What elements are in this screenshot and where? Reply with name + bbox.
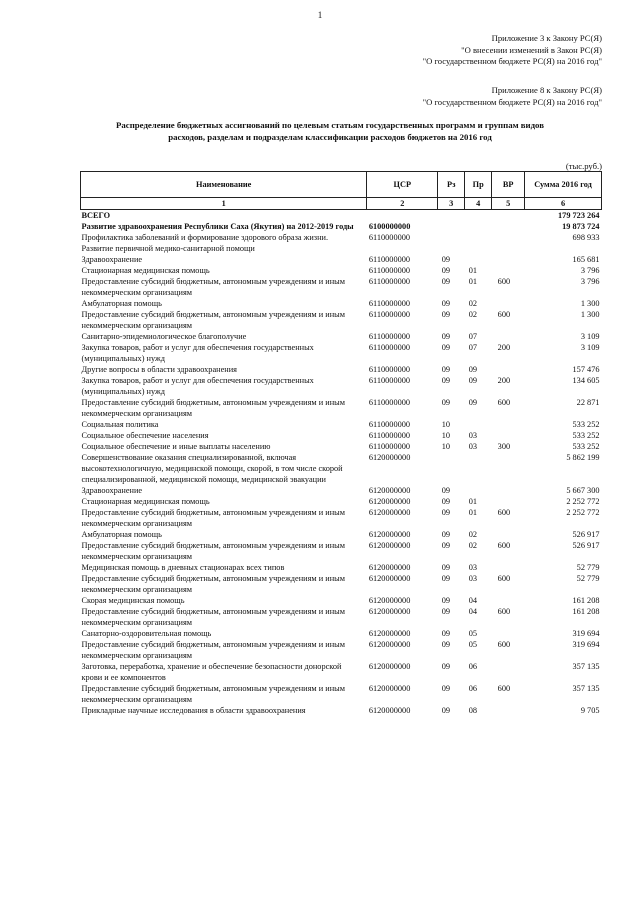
row-rz: [438, 452, 465, 485]
row-csr: 6110000000: [368, 431, 411, 440]
row-csr: 6110000000: [368, 277, 411, 286]
row-pr: 01: [468, 497, 478, 506]
row-name: ВСЕГО: [81, 211, 111, 220]
row-pr: 06: [468, 684, 478, 693]
row-pr: 09: [468, 398, 478, 407]
row-rz: 09: [441, 629, 451, 638]
appendix-line: "О государственном бюджете РС(Я) на 2016 год": [422, 56, 602, 66]
row-rz: 09: [441, 662, 451, 671]
appendix-note-2: [423, 85, 602, 108]
row-sum: 52 779: [576, 574, 600, 583]
row-sum: 2 252 772: [566, 497, 600, 506]
row-name: Амбулаторная помощь: [81, 530, 162, 539]
row-rz: [438, 221, 465, 232]
row-name: Развитие здравоохранения Республики Саха (Якутия) на 2012-2019 годы: [81, 222, 354, 231]
row-rz: 09: [441, 530, 451, 539]
row-csr: 6120000000: [368, 574, 411, 583]
row-pr: 06: [468, 662, 478, 671]
row-sum: 533 252: [572, 420, 600, 429]
table-row: [81, 276, 602, 298]
row-vr: [492, 496, 525, 507]
row-pr: 01: [468, 266, 478, 275]
row-sum: 3 109: [580, 343, 600, 352]
header-csr: ЦСР: [367, 172, 438, 198]
row-name: Предоставление субсидий бюджетным, автономным учреждениям и иным некоммерческим организациям: [81, 398, 345, 418]
column-number: 3: [438, 198, 465, 210]
row-name: Медицинская помощь в дневных стационарах всех типов: [81, 563, 285, 572]
row-vr: 600: [497, 640, 511, 649]
header-vr: ВР: [492, 172, 525, 198]
row-rz: 09: [441, 266, 451, 275]
row-rz: 09: [441, 640, 451, 649]
row-name: Скорая медицинская помощь: [81, 596, 185, 605]
row-vr: 300: [497, 442, 511, 451]
row-csr: 6120000000: [368, 453, 411, 462]
row-pr: 07: [468, 343, 478, 352]
row-vr: [492, 562, 525, 573]
row-csr: 6120000000: [368, 497, 411, 506]
units-label: (тыс.руб.): [565, 161, 602, 171]
row-pr: 02: [468, 541, 478, 550]
row-sum: 526 917: [572, 530, 600, 539]
row-rz: 10: [441, 431, 451, 440]
row-sum: 698 933: [572, 233, 600, 242]
row-vr: [492, 430, 525, 441]
row-vr: 600: [497, 508, 511, 517]
row-sum: 161 208: [572, 607, 600, 616]
row-vr: 600: [497, 607, 511, 616]
row-pr: [465, 232, 492, 254]
row-rz: 09: [441, 277, 451, 286]
row-name: Предоставление субсидий бюджетным, автономным учреждениям и иным некоммерческим организациям: [81, 541, 345, 561]
row-rz: 09: [441, 706, 451, 715]
row-vr: [492, 595, 525, 606]
table-row: [81, 375, 602, 397]
column-number: 2: [367, 198, 438, 210]
table-row: [81, 683, 602, 705]
column-number: 4: [465, 198, 492, 210]
row-vr: [492, 419, 525, 430]
row-sum: 1 300: [580, 299, 600, 308]
row-csr: 6120000000: [368, 563, 411, 572]
table-row: [81, 529, 602, 540]
row-sum: 3 796: [580, 277, 600, 286]
table-row: [81, 606, 602, 628]
row-name: Предоставление субсидий бюджетным, автономным учреждениям и иным некоммерческим организациям: [81, 277, 345, 297]
header-row: [81, 172, 602, 198]
budget-table: [80, 171, 602, 716]
row-csr: 6120000000: [368, 706, 411, 715]
row-rz: 09: [441, 541, 451, 550]
row-vr: [492, 331, 525, 342]
column-number: 6: [525, 198, 602, 210]
row-name: Предоставление субсидий бюджетным, автономным учреждениям и иным некоммерческим организациям: [81, 607, 345, 627]
table-row: [81, 496, 602, 507]
row-name: Заготовка, переработка, хранение и обеспечение безопасности донорской крови и ее компонентов: [81, 662, 342, 682]
row-vr: 600: [497, 277, 511, 286]
row-rz: 09: [441, 497, 451, 506]
table-row: [81, 298, 602, 309]
row-pr: 08: [468, 706, 478, 715]
row-csr: [367, 210, 438, 222]
row-csr: 6120000000: [368, 607, 411, 616]
row-csr: 6110000000: [368, 233, 411, 242]
table-row: [81, 441, 602, 452]
row-name: Стационарная медицинская помощь: [81, 266, 210, 275]
row-vr: [492, 529, 525, 540]
row-csr: 6120000000: [368, 508, 411, 517]
page-number: 1: [317, 10, 323, 20]
appendix-line: Приложение 8 к Закону РС(Я): [491, 85, 602, 95]
row-sum: 157 476: [572, 365, 600, 374]
row-vr: [492, 254, 525, 265]
row-pr: [465, 210, 492, 222]
row-vr: [492, 628, 525, 639]
row-vr: [492, 298, 525, 309]
row-name: Предоставление субсидий бюджетным, автономным учреждениям и иным некоммерческим организациям: [81, 310, 345, 330]
table-row: [81, 639, 602, 661]
title-line: расходов, разделам и подразделам классификации расходов бюджетов на 2016 год: [168, 132, 492, 142]
column-number: 5: [492, 198, 525, 210]
row-csr: 6110000000: [368, 420, 411, 429]
row-csr: 6110000000: [368, 266, 411, 275]
row-sum: 179 723 264: [558, 211, 600, 220]
row-csr: 6120000000: [368, 684, 411, 693]
column-number: 1: [81, 198, 367, 210]
table-row: [81, 485, 602, 496]
table-row: [81, 661, 602, 683]
row-sum: 22 871: [576, 398, 600, 407]
appendix-line: Приложение 3 к Закону РС(Я): [491, 33, 602, 43]
table-row: [81, 331, 602, 342]
row-rz: 09: [441, 376, 451, 385]
row-pr: 01: [468, 508, 478, 517]
row-sum: 9 705: [580, 706, 600, 715]
row-name: Профилактика заболеваний и формирование здорового образа жизни. Развитие первичной медико-санитарной помощи: [81, 233, 329, 253]
row-csr: 6110000000: [368, 398, 411, 407]
row-pr: 09: [468, 365, 478, 374]
table-row: [81, 254, 602, 265]
table-row: [81, 419, 602, 430]
table-row: [81, 628, 602, 639]
header-sum: Сумма 2016 год: [525, 172, 602, 198]
row-csr: 6100000000: [368, 222, 411, 231]
row-sum: 5 667 300: [566, 486, 600, 495]
table-row: [81, 221, 602, 232]
table-row: [81, 507, 602, 529]
row-sum: 357 135: [572, 662, 600, 671]
row-pr: [465, 419, 492, 430]
row-pr: [465, 485, 492, 496]
document-title: [60, 119, 600, 143]
row-pr: 02: [468, 530, 478, 539]
row-vr: [492, 705, 525, 716]
row-rz: 09: [441, 596, 451, 605]
row-name: Прикладные научные исследования в области здравоохранения: [81, 706, 306, 715]
row-vr: 200: [497, 376, 511, 385]
table-row: [81, 364, 602, 375]
row-name: Социальная политика: [81, 420, 159, 429]
row-vr: 600: [497, 310, 511, 319]
row-rz: 09: [441, 255, 451, 264]
row-csr: 6110000000: [368, 299, 411, 308]
row-pr: 05: [468, 629, 478, 638]
row-sum: 19 873 724: [562, 222, 600, 231]
row-name: Предоставление субсидий бюджетным, автономным учреждениям и иным некоммерческим организациям: [81, 574, 345, 594]
row-sum: 1 300: [580, 310, 600, 319]
row-name: Санитарно-эпидемиологическое благополучие: [81, 332, 247, 341]
row-rz: [438, 210, 465, 222]
row-sum: 526 917: [572, 541, 600, 550]
row-sum: 161 208: [572, 596, 600, 605]
row-vr: 600: [497, 684, 511, 693]
row-csr: 6120000000: [368, 530, 411, 539]
row-vr: [492, 232, 525, 254]
row-name: Закупка товаров, работ и услуг для обеспечения государственных (муниципальных) нужд: [81, 376, 314, 396]
row-vr: 600: [497, 574, 511, 583]
row-sum: 2 252 772: [566, 508, 600, 517]
row-name: Предоставление субсидий бюджетным, автономным учреждениям и иным некоммерческим организациям: [81, 640, 345, 660]
header-name: Наименование: [81, 172, 367, 198]
table-row: [81, 265, 602, 276]
row-pr: 03: [468, 563, 478, 572]
row-rz: 09: [441, 486, 451, 495]
row-sum: 3 796: [580, 266, 600, 275]
row-csr: 6120000000: [368, 486, 411, 495]
row-rz: 09: [441, 398, 451, 407]
row-csr: 6110000000: [368, 343, 411, 352]
row-vr: 600: [497, 398, 511, 407]
row-csr: 6120000000: [368, 640, 411, 649]
row-csr: 6110000000: [368, 442, 411, 451]
table-row: [81, 705, 602, 716]
row-pr: 02: [468, 310, 478, 319]
row-name: Предоставление субсидий бюджетным, автономным учреждениям и иным некоммерческим организациям: [81, 684, 345, 704]
row-rz: 09: [441, 332, 451, 341]
row-vr: [492, 452, 525, 485]
row-sum: 319 694: [572, 640, 600, 649]
row-pr: 07: [468, 332, 478, 341]
table-row: [81, 309, 602, 331]
column-number-row: [81, 198, 602, 210]
row-pr: 05: [468, 640, 478, 649]
row-rz: [438, 232, 465, 254]
header-pr: Пр: [465, 172, 492, 198]
table-row: [81, 232, 602, 254]
row-csr: 6110000000: [368, 365, 411, 374]
row-sum: 3 109: [580, 332, 600, 341]
row-vr: [492, 485, 525, 496]
row-vr: [492, 265, 525, 276]
row-vr: [492, 210, 525, 222]
row-csr: 6110000000: [368, 310, 411, 319]
row-vr: [492, 221, 525, 232]
row-vr: 200: [497, 343, 511, 352]
row-sum: 533 252: [572, 431, 600, 440]
row-pr: 02: [468, 299, 478, 308]
row-rz: 10: [441, 442, 451, 451]
row-rz: 09: [441, 310, 451, 319]
row-sum: 319 694: [572, 629, 600, 638]
row-csr: 6120000000: [368, 541, 411, 550]
row-rz: 09: [441, 508, 451, 517]
row-pr: [465, 221, 492, 232]
table-row: [81, 452, 602, 485]
row-pr: 04: [468, 607, 478, 616]
row-name: Социальное обеспечение населения: [81, 431, 209, 440]
appendix-line: "О внесении изменений в Закон РС(Я): [461, 44, 602, 55]
table-body: [81, 210, 602, 717]
row-pr: 04: [468, 596, 478, 605]
table-row: [81, 562, 602, 573]
row-sum: 533 252: [572, 442, 600, 451]
row-sum: 5 862 199: [566, 453, 600, 462]
table-row: [81, 573, 602, 595]
row-rz: 09: [441, 607, 451, 616]
row-rz: 09: [441, 343, 451, 352]
table-row: [81, 540, 602, 562]
row-pr: 03: [468, 442, 478, 451]
row-csr: 6120000000: [368, 662, 411, 671]
row-rz: 09: [441, 684, 451, 693]
row-csr: 6110000000: [368, 376, 411, 385]
row-rz: 10: [441, 420, 451, 429]
row-name: Стационарная медицинская помощь: [81, 497, 210, 506]
table-row: [81, 397, 602, 419]
row-name: Предоставление субсидий бюджетным, автономным учреждениям и иным некоммерческим организациям: [81, 508, 345, 528]
row-vr: [492, 661, 525, 683]
row-sum: 52 779: [576, 563, 600, 572]
row-name: Совершенствование оказания специализированной, включая высокотехнологичную, медицинской помощи, скорой, в том числе скорой специализированной, медицинской помощи, медицинской эвакуации: [81, 453, 343, 484]
row-sum: 134 605: [572, 376, 600, 385]
row-name: Амбулаторная помощь: [81, 299, 162, 308]
row-sum: 357 135: [572, 684, 600, 693]
table-row: [81, 430, 602, 441]
row-rz: 09: [441, 574, 451, 583]
row-name: Другие вопросы в области здравоохранения: [81, 365, 237, 374]
row-csr: 6110000000: [368, 255, 411, 264]
title-line: Распределение бюджетных ассигнований по целевым статьям государственных программ и группам видов: [116, 120, 544, 130]
row-csr: 6120000000: [368, 629, 411, 638]
table-row: [81, 342, 602, 364]
table-row: [81, 210, 602, 222]
row-name: Здравоохранение: [81, 486, 143, 495]
row-sum: 165 681: [572, 255, 600, 264]
row-name: Санаторно-оздоровительная помощь: [81, 629, 212, 638]
row-name: Здравоохранение: [81, 255, 143, 264]
row-pr: [465, 452, 492, 485]
appendix-line: "О государственном бюджете РС(Я) на 2016 год": [422, 96, 602, 107]
row-pr: 01: [468, 277, 478, 286]
row-vr: 600: [497, 541, 511, 550]
table-row: [81, 595, 602, 606]
row-name: Социальное обеспечение и иные выплаты населению: [81, 442, 271, 451]
row-rz: 09: [441, 365, 451, 374]
row-pr: 03: [468, 574, 478, 583]
header-rz: Рз: [438, 172, 465, 198]
row-rz: 09: [441, 563, 451, 572]
row-csr: 6110000000: [368, 332, 411, 341]
row-csr: 6120000000: [368, 596, 411, 605]
row-rz: 09: [441, 299, 451, 308]
row-vr: [492, 364, 525, 375]
row-name: Закупка товаров, работ и услуг для обеспечения государственных (муниципальных) нужд: [81, 343, 314, 363]
row-pr: [465, 254, 492, 265]
row-pr: 03: [468, 431, 478, 440]
row-pr: 09: [468, 376, 478, 385]
appendix-note-1: [423, 33, 602, 68]
